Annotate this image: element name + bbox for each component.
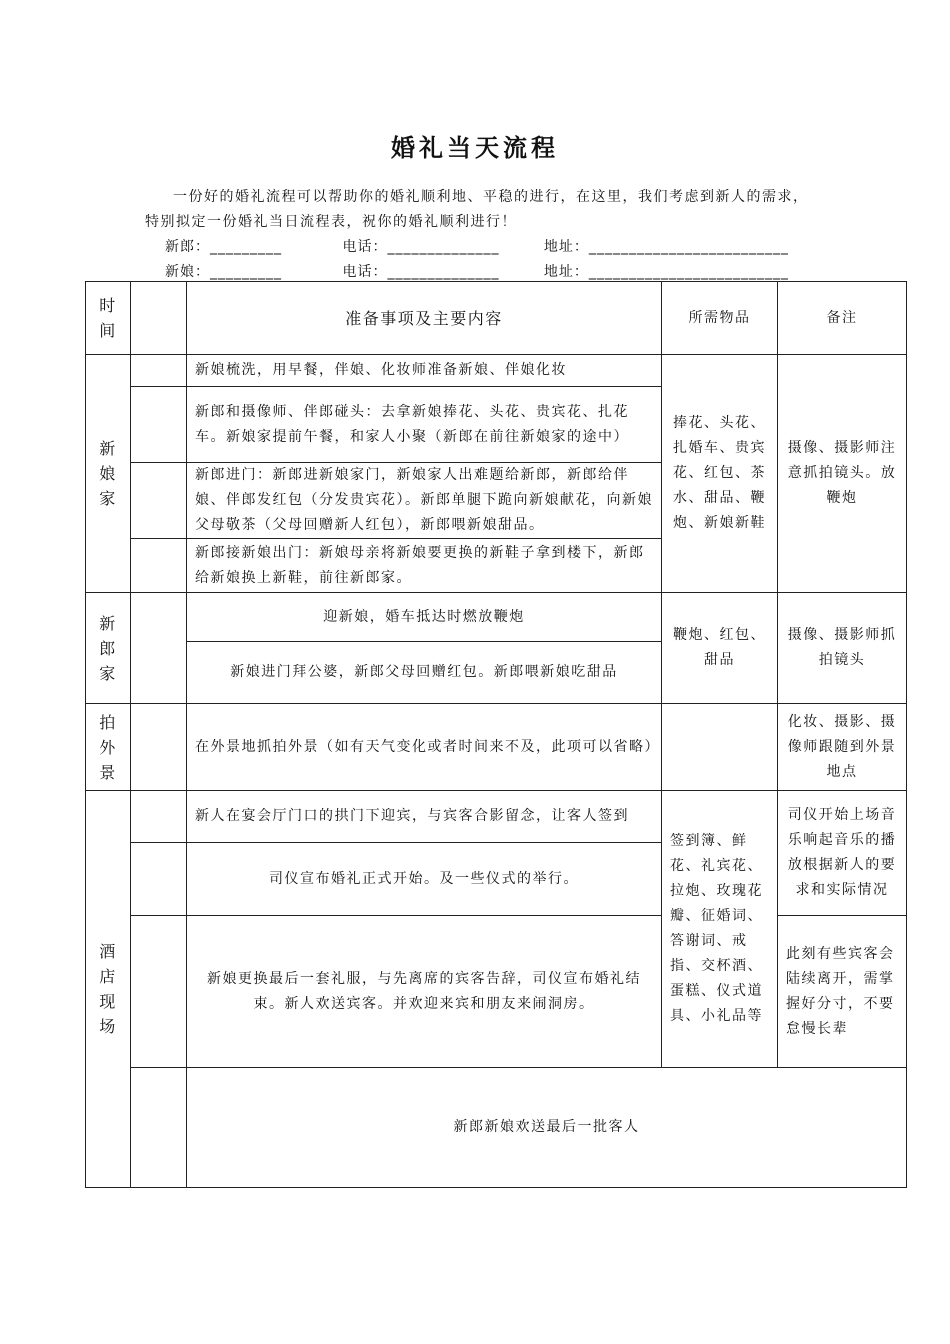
table-row (86, 791, 907, 843)
wedding-flow-table (85, 281, 907, 1188)
items-cell: 签到簿、鲜花、礼宾花、拉炮、玫瑰花瓣、征婚词、答谢词、戒指、交杯酒、蛋糕、仪式道具、小礼品等 (662, 791, 778, 1068)
bride-field: 新娘：_________ (165, 264, 282, 280)
groom-info-line (165, 236, 789, 256)
time-cell (131, 843, 187, 916)
address-field: 地址：_________________________ (543, 264, 789, 280)
content-cell: 迎新娘，婚车抵达时燃放鞭炮 (187, 593, 662, 642)
content-cell: 新郎新娘欢送最后一批客人 (187, 1068, 907, 1188)
content-cell: 司仪宣布婚礼正式开始。及一些仪式的举行。 (187, 843, 662, 916)
notes-cell: 化妆、摄影、摄像师跟随到外景地点 (778, 704, 907, 791)
time-cell (131, 463, 187, 539)
time-cell (131, 704, 187, 791)
time-cell (131, 355, 187, 387)
content-cell: 在外景地抓拍外景（如有天气变化或者时间来不及，此项可以省略） (187, 704, 662, 791)
content-cell: 新娘进门拜公婆，新郎父母回赠红包。新郎喂新娘吃甜品 (187, 642, 662, 704)
header-time: 时间 (86, 282, 131, 355)
table-row (86, 593, 907, 642)
table-row (86, 704, 907, 791)
table-row (86, 1068, 907, 1188)
items-cell: 捧花、头花、扎婚车、贵宾花、红包、茶水、甜品、鞭炮、新娘新鞋 (662, 355, 778, 593)
section-label: 新郎家 (86, 593, 131, 704)
notes-cell: 摄像、摄影师抓拍镜头 (778, 593, 907, 704)
header-items: 所需物品 (662, 282, 778, 355)
content-cell: 新郎进门：新郎进新娘家门，新娘家人出难题给新郎，新郎给伴娘、伴郎发红包（分发贵宾花）。新郎单腿下跪向新娘献花，向新娘父母敬茶（父母回赠新人红包），新郎喂新娘甜品。 (187, 463, 662, 539)
content-cell: 新娘梳洗，用早餐，伴娘、化妆师准备新娘、伴娘化妆 (187, 355, 662, 387)
time-cell (131, 387, 187, 463)
phone-field: 电话：______________ (342, 239, 500, 255)
section-label: 新娘家 (86, 355, 131, 593)
address-field: 地址：_________________________ (543, 239, 789, 255)
time-cell (131, 791, 187, 843)
items-cell: 鞭炮、红包、甜品 (662, 593, 778, 704)
page-title: 婚礼当天流程 (391, 133, 559, 162)
table-row (86, 355, 907, 387)
section-label: 拍外景 (86, 704, 131, 791)
time-cell (131, 916, 187, 1068)
header-notes: 备注 (778, 282, 907, 355)
notes-cell: 摄像、摄影师注意抓拍镜头。放鞭炮 (778, 355, 907, 593)
time-cell (131, 593, 187, 704)
header-content: 准备事项及主要内容 (187, 282, 662, 355)
time-cell (131, 539, 187, 593)
notes-cell: 司仪开始上场音乐响起音乐的播放根据新人的要求和实际情况 (778, 791, 907, 916)
bride-info-line (165, 261, 789, 281)
notes-cell: 此刻有些宾客会陆续离开，需掌握好分寸，不要怠慢长辈 (778, 916, 907, 1068)
phone-field: 电话：______________ (342, 264, 500, 280)
groom-field: 新郎：_________ (165, 239, 282, 255)
table-header-row (86, 282, 907, 355)
section-label: 酒店现场 (86, 791, 131, 1188)
content-cell: 新人在宴会厅门口的拱门下迎宾，与宾客合影留念，让客人签到 (187, 791, 662, 843)
content-cell: 新郎和摄像师、伴郎碰头：去拿新娘捧花、头花、贵宾花、扎花车。新娘家提前午餐，和家人小聚（新郎在前往新娘家的途中） (187, 387, 662, 463)
content-cell: 新郎接新娘出门：新娘母亲将新娘要更换的新鞋子拿到楼下，新郎给新娘换上新鞋，前往新郎家。 (187, 539, 662, 593)
intro-paragraph: 一份好的婚礼流程可以帮助你的婚礼顺利地、平稳的进行，在这里，我们考虑到新人的需求，特别拟定一份婚礼当日流程表，祝你的婚礼顺利进行！ (145, 189, 809, 230)
header-blank (131, 282, 187, 355)
items-cell (662, 704, 778, 791)
table-row (86, 916, 907, 1068)
time-cell (131, 1068, 187, 1188)
content-cell: 新娘更换最后一套礼服，与先离席的宾客告辞，司仪宣布婚礼结束。新人欢送宾客。并欢迎来宾和朋友来闹洞房。 (187, 916, 662, 1068)
